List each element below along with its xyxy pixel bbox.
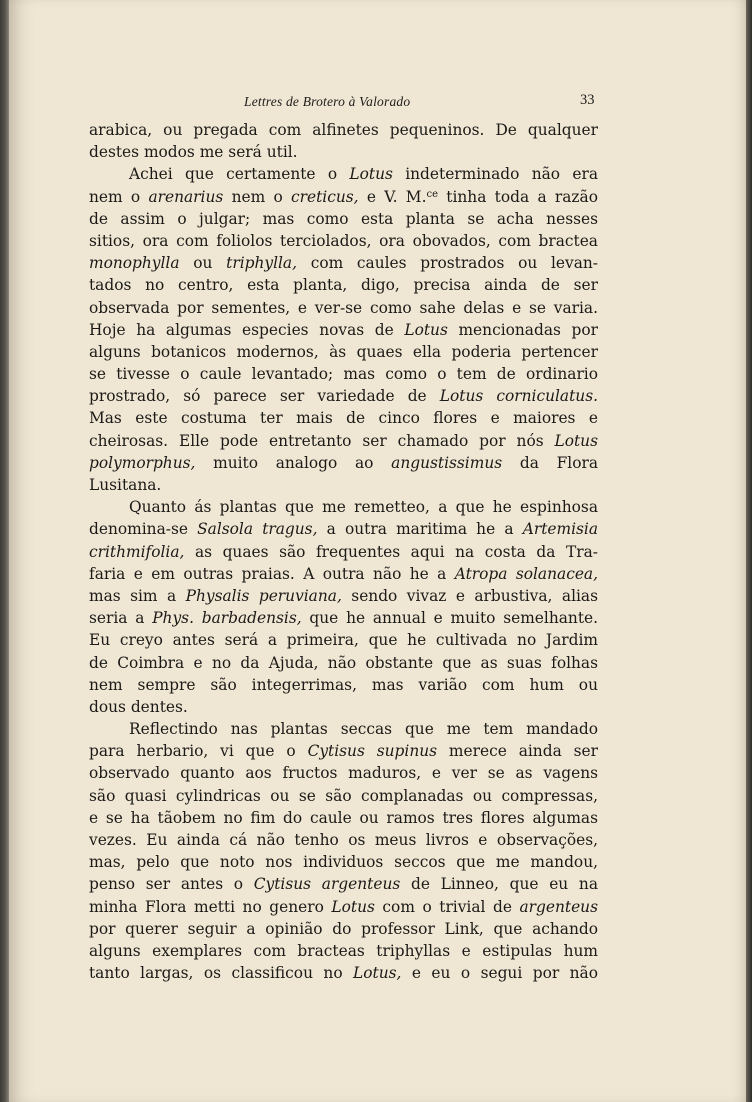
text-segment: Achei que certamente o <box>129 165 350 184</box>
text-line <box>89 186 598 208</box>
text-segment: seria a <box>89 609 153 628</box>
text-segment: sitios, ora com foliolos terciolados, ora obovados, com bractea <box>89 231 598 250</box>
superscript-text: ce <box>426 188 438 200</box>
text-segment: alguns botanicos modernos, às quaes ella poderia pertencer <box>89 342 598 361</box>
text-segment: com o trivial de <box>374 897 520 916</box>
text-segment: cheirosas. Elle pode entretanto ser chamado por nós <box>89 431 555 450</box>
text-segment: nem o <box>223 187 292 206</box>
text-segment: Lusitana. <box>89 476 162 494</box>
text-line <box>89 851 598 873</box>
body-text <box>89 119 598 984</box>
italic-term: creticus, <box>291 187 359 206</box>
text-segment: e se ha tãobem no fim do caule ou ramos tres flores algumas <box>89 808 598 827</box>
italic-term: Lotus <box>349 165 393 184</box>
text-line <box>89 518 598 540</box>
text-line <box>89 607 598 629</box>
italic-term: polymorphus, <box>89 453 196 472</box>
book-page <box>9 0 746 1102</box>
text-line <box>89 652 598 674</box>
text-segment: denomina-se <box>89 520 198 539</box>
text-segment: de Coimbra e no da Ajuda, não obstante que as suas folhas <box>89 653 598 672</box>
text-line <box>89 274 598 296</box>
text-segment: e eu o segui por não <box>401 964 598 983</box>
text-segment: por querer seguir a opinião do professor Link, que achando <box>89 919 598 938</box>
text-line <box>89 208 598 230</box>
text-line <box>89 785 598 807</box>
text-line <box>89 385 598 407</box>
text-segment: merece ainda ser <box>437 742 598 761</box>
text-segment: e V. M. <box>358 187 427 206</box>
text-line <box>89 452 598 474</box>
italic-term: arenarius <box>148 187 224 206</box>
text-segment: sendo vivaz e arbustiva, alias <box>341 586 598 605</box>
text-line <box>89 674 598 696</box>
italic-term: argenteus <box>519 897 598 916</box>
italic-term: Cytisus supinus <box>307 742 438 761</box>
text-segment: são quasi cylindricas ou se são complanadas ou compressas, <box>89 786 598 805</box>
text-line <box>89 962 598 984</box>
text-line <box>89 252 598 274</box>
text-line <box>89 807 598 829</box>
text-segment: com caules prostrados ou levan- <box>297 254 598 273</box>
text-line <box>89 163 598 185</box>
italic-term: Lotus <box>331 897 375 916</box>
text-line <box>89 430 598 452</box>
text-segment: tinha toda a razão <box>438 187 598 206</box>
text-segment: arabica, ou pregada com alfinetes pequeninos. De qualquer <box>89 121 598 139</box>
italic-term: Atropa solanacea, <box>454 564 598 583</box>
text-segment: nem o <box>89 187 149 206</box>
text-segment: mas, pelo que noto nos individuos seccos que me mandou, <box>89 853 598 872</box>
text-segment: se tivesse o caule levantado; mas como o tem de ordinario <box>89 365 598 384</box>
text-segment: para herbario, vi que o <box>89 742 308 761</box>
text-line <box>89 363 598 385</box>
italic-term: angustissimus <box>391 453 503 472</box>
text-segment: ou <box>179 254 227 273</box>
running-head <box>9 94 746 114</box>
italic-term: Lotus <box>404 320 448 339</box>
text-line <box>89 230 598 252</box>
text-segment: prostrado, só parece ser variedade de <box>89 387 440 406</box>
italic-term: Salsola tragus, <box>197 520 318 539</box>
text-segment: tanto largas, os classificou no <box>89 964 354 983</box>
text-segment: da Flora <box>502 453 598 472</box>
text-segment: a outra maritima he a <box>317 520 523 539</box>
text-line <box>89 696 598 718</box>
text-segment: faria e em outras praias. A outra não he a <box>89 564 455 583</box>
text-line <box>89 407 598 429</box>
italic-term: Lotus corniculatus. <box>439 387 598 406</box>
text-line <box>89 319 598 341</box>
text-line <box>89 141 598 163</box>
running-title: Lettres de Brotero à Valorado <box>244 94 411 109</box>
text-line <box>89 940 598 962</box>
scan-edge-right <box>746 0 752 1102</box>
text-segment: observado quanto aos fructos maduros, e ver se as vagens <box>89 764 598 783</box>
text-segment: vezes. Eu ainda cá não tenho os meus livros e observações, <box>89 831 598 849</box>
text-line <box>89 829 598 851</box>
text-segment: muito analogo ao <box>195 453 392 472</box>
text-line <box>89 762 598 784</box>
italic-term: crithmifolia, <box>89 542 185 561</box>
text-segment: mas sim a <box>89 586 186 605</box>
scan-edge-left <box>0 0 9 1102</box>
text-line <box>89 119 598 141</box>
text-segment: minha Flora metti no genero <box>89 897 332 916</box>
italic-term: Lotus, <box>353 964 402 983</box>
italic-term: Artemisia <box>522 520 598 539</box>
text-segment: Quanto ás plantas que me remetteo, a que he espinhosa <box>129 498 598 517</box>
text-line <box>89 740 598 762</box>
text-segment: dous dentes. <box>89 697 188 716</box>
italic-term: Physalis peruviana, <box>185 586 342 605</box>
text-line <box>89 629 598 651</box>
text-line <box>89 585 598 607</box>
text-segment: Mas este costuma ter mais de cinco flores e maiores e <box>89 409 598 428</box>
italic-term: monophylla <box>89 254 180 273</box>
text-line <box>89 563 598 585</box>
text-line <box>89 896 598 918</box>
text-segment: nem sempre são integerrimas, mas varião com hum ou <box>89 675 598 694</box>
text-line <box>89 474 598 496</box>
text-segment: de assim o julgar; mas como esta planta se acha nesses <box>89 209 598 228</box>
text-segment: observada por sementes, e ver-se como sahe delas e se varia. <box>89 298 598 317</box>
text-segment: que he annual e muito semelhante. <box>301 609 599 628</box>
text-line <box>89 918 598 940</box>
text-segment: alguns exemplares com bracteas triphyllas e estipulas hum <box>89 941 598 960</box>
text-segment: destes modos me será util. <box>89 143 298 162</box>
text-segment: de Linneo, que eu na <box>400 875 599 894</box>
italic-term: triphylla, <box>226 254 297 273</box>
page-number: 33 <box>580 92 595 108</box>
text-line <box>89 873 598 895</box>
text-line <box>89 541 598 563</box>
italic-term: Lotus <box>554 431 598 450</box>
italic-term: Phys. barbadensis, <box>152 609 302 628</box>
text-line <box>89 718 598 740</box>
text-segment: tados no centro, esta planta, digo, precisa ainda de ser <box>89 276 598 295</box>
text-line <box>89 341 598 363</box>
text-segment: as quaes são frequentes aqui na costa da Tra- <box>184 542 598 561</box>
text-segment: mencionadas por <box>447 320 599 339</box>
text-segment: Hoje ha algumas especies novas de <box>89 320 405 339</box>
text-segment: indeterminado não era <box>392 165 598 184</box>
text-segment: Reflectindo nas plantas seccas que me tem mandado <box>129 720 598 739</box>
text-segment: Eu creyo antes será a primeira, que he cultivada no Jardim <box>89 631 598 650</box>
text-segment: penso ser antes o <box>89 875 254 894</box>
text-line <box>89 297 598 319</box>
italic-term: Cytisus argenteus <box>253 875 401 894</box>
text-line <box>89 496 598 518</box>
